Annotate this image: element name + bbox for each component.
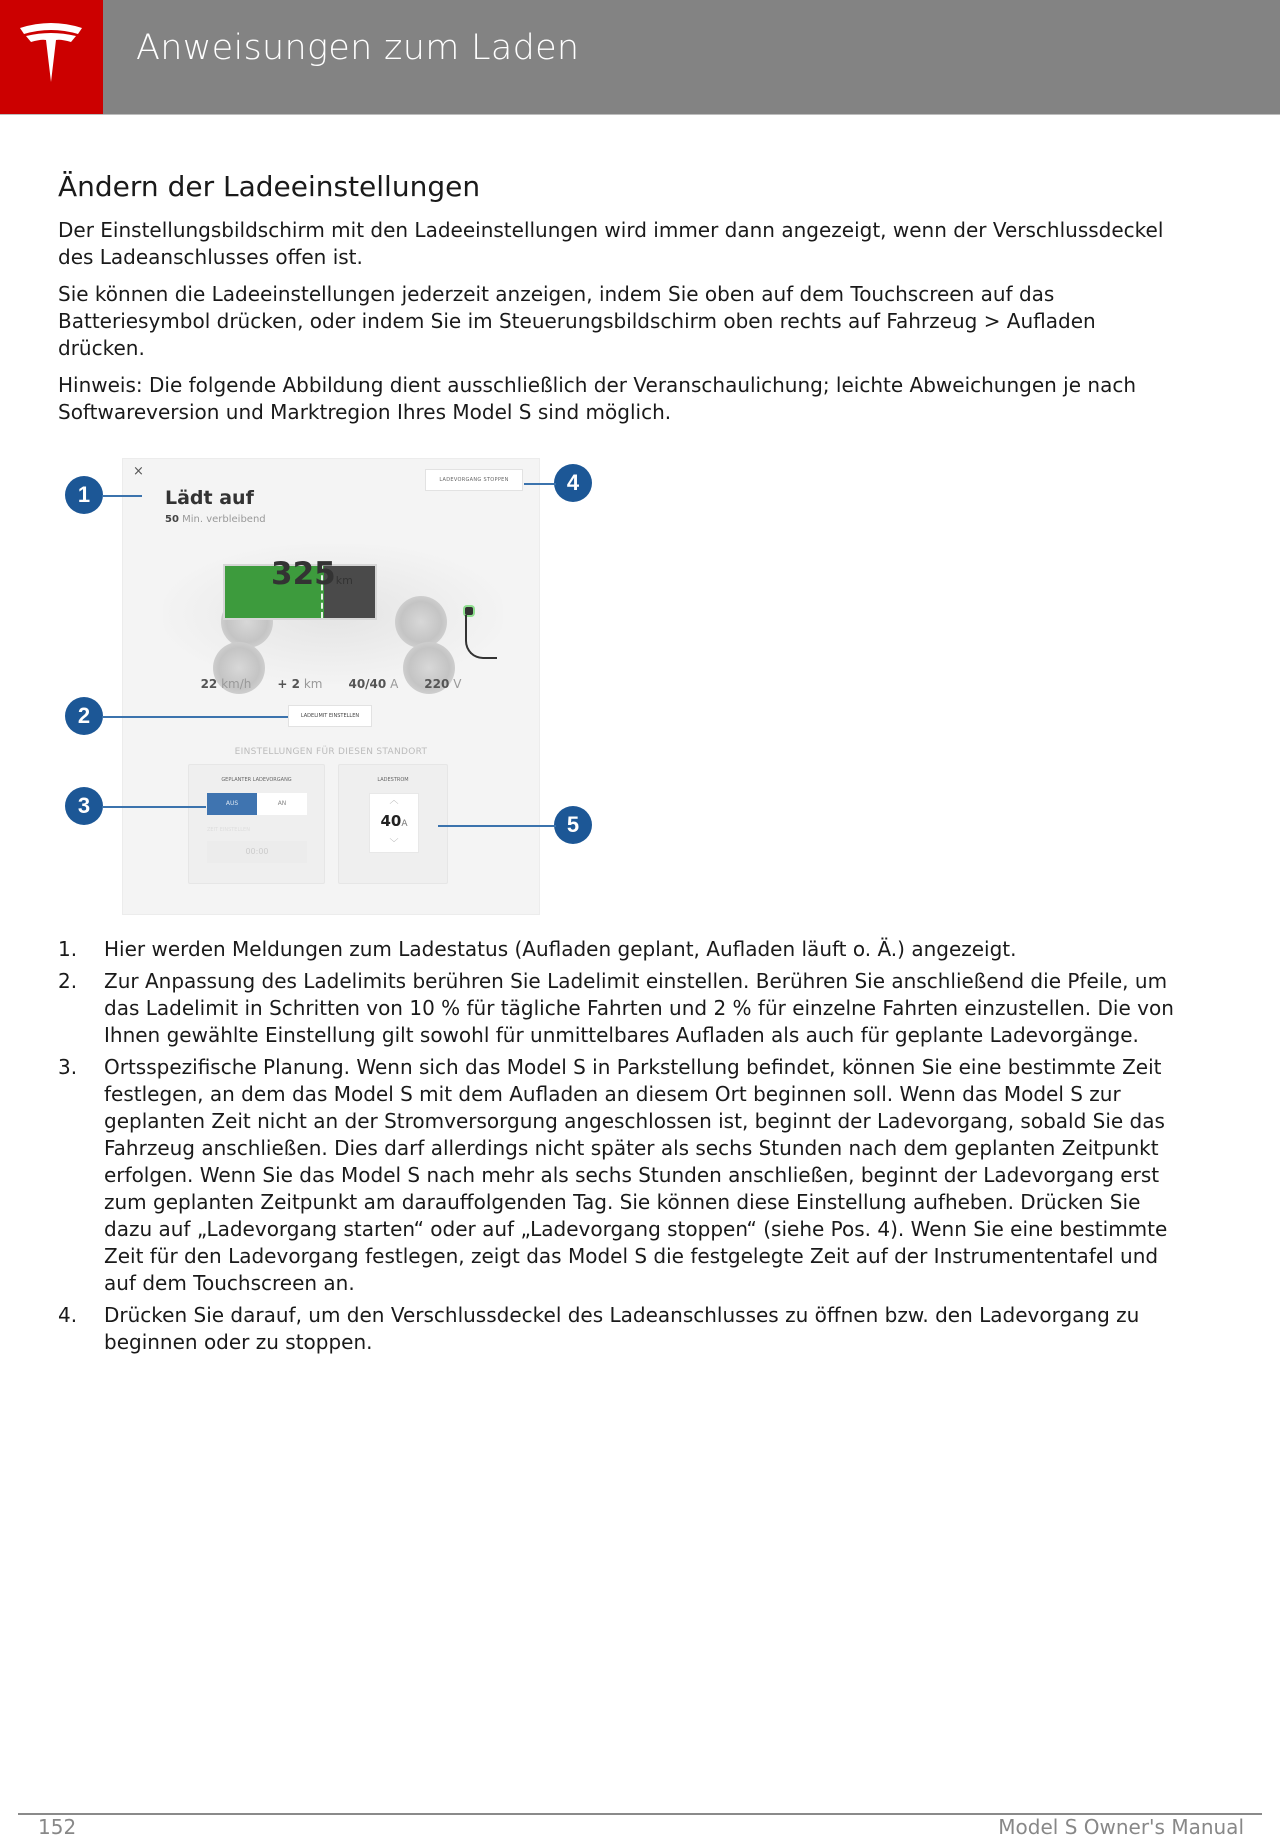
- brand-logo-box: [0, 0, 103, 114]
- scheduled-charging-card: [188, 764, 325, 884]
- range-readout: [271, 556, 353, 592]
- time-remaining-unit: Min. verbleibend: [182, 514, 266, 525]
- charge-plug-icon: [465, 607, 473, 615]
- callout-3: 3: [65, 787, 103, 825]
- charge-current-stepper: [369, 793, 419, 853]
- callout-2-leader: [102, 716, 288, 718]
- paragraph: Der Einstellungsbildschirm mit den Ladeeinstellungen wird immer dann angezeigt, wenn der Verschlussdeckel des Ladeanschlusses offen ist.: [58, 218, 1164, 269]
- charge-rate: 22 km/h: [200, 677, 252, 691]
- list-item: 4. Drücken Sie darauf, um den Verschlussdeckel des Ladeanschlusses zu öffnen bzw. den Ladevorgang zu beginnen oder zu stoppen.: [58, 1303, 1140, 1354]
- scheduled-charging-label: GEPLANTER LADEVORGANG: [221, 777, 292, 783]
- range-added: + 2 km: [277, 677, 323, 691]
- time-remaining: [165, 514, 266, 525]
- callout-5-leader: [438, 825, 556, 827]
- location-settings-heading: EINSTELLUNGEN FÜR DIESEN STANDORT: [234, 747, 428, 757]
- close-icon: ×: [133, 464, 144, 479]
- scheduled-charging-toggle: [207, 793, 307, 815]
- charging-stats: [123, 677, 539, 691]
- range-value: 325: [271, 556, 336, 592]
- section-heading: Ändern der Ladeeinstellungen: [58, 170, 481, 203]
- toggle-on-option: AN: [277, 800, 287, 807]
- chevron-down-icon: ﹀: [389, 839, 399, 849]
- list-item: 3. Ortsspezifische Planung. Wenn sich das Model S in Parkstellung befindet, können Sie eine bestimmte Zeit festlegen, an dem das Model S mit dem Aufladen an diesem Ort beginnen soll. Wenn das Model S zur geplanten Zeit nicht an der Stromversorgung angeschlossen ist, beginnt der Ladevorgang, sobald Sie das Fahrzeug anschließen. Dies darf allerdings nicht später als sechs Stunden nach dem geplanten Zeitpunkt erfolgen. Wenn Sie das Model S nach mehr als sechs Stunden anschließen, beginnt der Ladevorgang erst zum geplanten Zeitpunkt am darauffolgenden Tag. Sie können diese Einstellung aufheben. Drücken Sie dazu auf „Ladevorgang starten“ oder auf „Ladevorgang stoppen“ (siehe Pos. 4). Wenn Sie eine bestimmte Zeit für den Ladevorgang festlegen, zeigt das Model S die festgelegte Zeit auf der Instrumententafel und auf dem Touchscreen an.: [58, 1055, 1168, 1295]
- section-content: [58, 170, 1178, 436]
- callout-2: 2: [65, 697, 103, 735]
- callout-5: 5: [554, 806, 592, 844]
- charge-current-card: [338, 764, 448, 884]
- voltage-readout: 220 V: [424, 677, 462, 691]
- page-number: 152: [38, 1815, 77, 1839]
- tesla-logo-icon: [16, 22, 86, 84]
- header-divider: [0, 114, 1280, 115]
- paragraph: Sie können die Ladeeinstellungen jederzeit anzeigen, indem Sie oben auf dem Touchscreen auf das Batteriesymbol drücken, oder indem Sie im Steuerungsbildschirm oben rechts auf Fahrzeug > Aufladen drücken.: [58, 282, 1096, 360]
- toggle-off-option: AUS: [207, 793, 257, 815]
- wheel-icon: [395, 596, 447, 648]
- note-paragraph: Hinweis: Die folgende Abbildung dient ausschließlich der Veranschaulichung; leichte Abweichungen je nach Softwareversion und Marktregion Ihres Model S sind möglich.: [58, 373, 1136, 424]
- chevron-up-icon: ︿: [389, 796, 399, 806]
- page-header: [0, 0, 1280, 114]
- stop-charging-button: LADEVORGANG STOPPEN: [425, 469, 523, 491]
- current-readout: 40/40 A: [348, 677, 399, 691]
- charge-current-value: 40A: [380, 812, 408, 830]
- callout-1-leader: [102, 495, 142, 497]
- range-unit: km: [335, 574, 353, 587]
- callout-4: 4: [554, 464, 592, 502]
- callout-descriptions: [58, 936, 1188, 1361]
- charging-status-title: Lädt auf: [165, 487, 254, 509]
- charging-settings-screen: [122, 458, 540, 915]
- charge-current-label: LADESTROM: [377, 777, 409, 783]
- charging-screen-figure: [58, 458, 618, 916]
- list-item: 1. Hier werden Meldungen zum Ladestatus (Aufladen geplant, Aufladen läuft o. Ä.) angezeigt.: [58, 937, 1017, 961]
- charge-cable-icon: [465, 615, 497, 659]
- set-time-label: ZEIT EINSTELLEN: [207, 827, 250, 833]
- set-charge-limit-button: LADELIMIT EINSTELLEN: [288, 705, 372, 727]
- callout-1: 1: [65, 476, 103, 514]
- page-title: Anweisungen zum Laden: [136, 28, 580, 68]
- time-remaining-value: 50: [165, 514, 179, 525]
- time-field: 00:00: [207, 841, 307, 863]
- list-item: 2. Zur Anpassung des Ladelimits berühren Sie Ladelimit einstellen. Berühren Sie anschließend die Pfeile, um das Ladelimit in Schritten von 10 % für tägliche Fahrten und 2 % für einzelne Fahrten einzustellen. Die von Ihnen gewählte Einstellung gilt sowohl für unmittelbares Aufladen als auch für geplante Ladevorgänge.: [58, 969, 1174, 1047]
- callout-4-leader: [524, 483, 556, 485]
- callout-3-leader: [102, 806, 206, 808]
- manual-title: Model S Owner's Manual: [998, 1815, 1244, 1839]
